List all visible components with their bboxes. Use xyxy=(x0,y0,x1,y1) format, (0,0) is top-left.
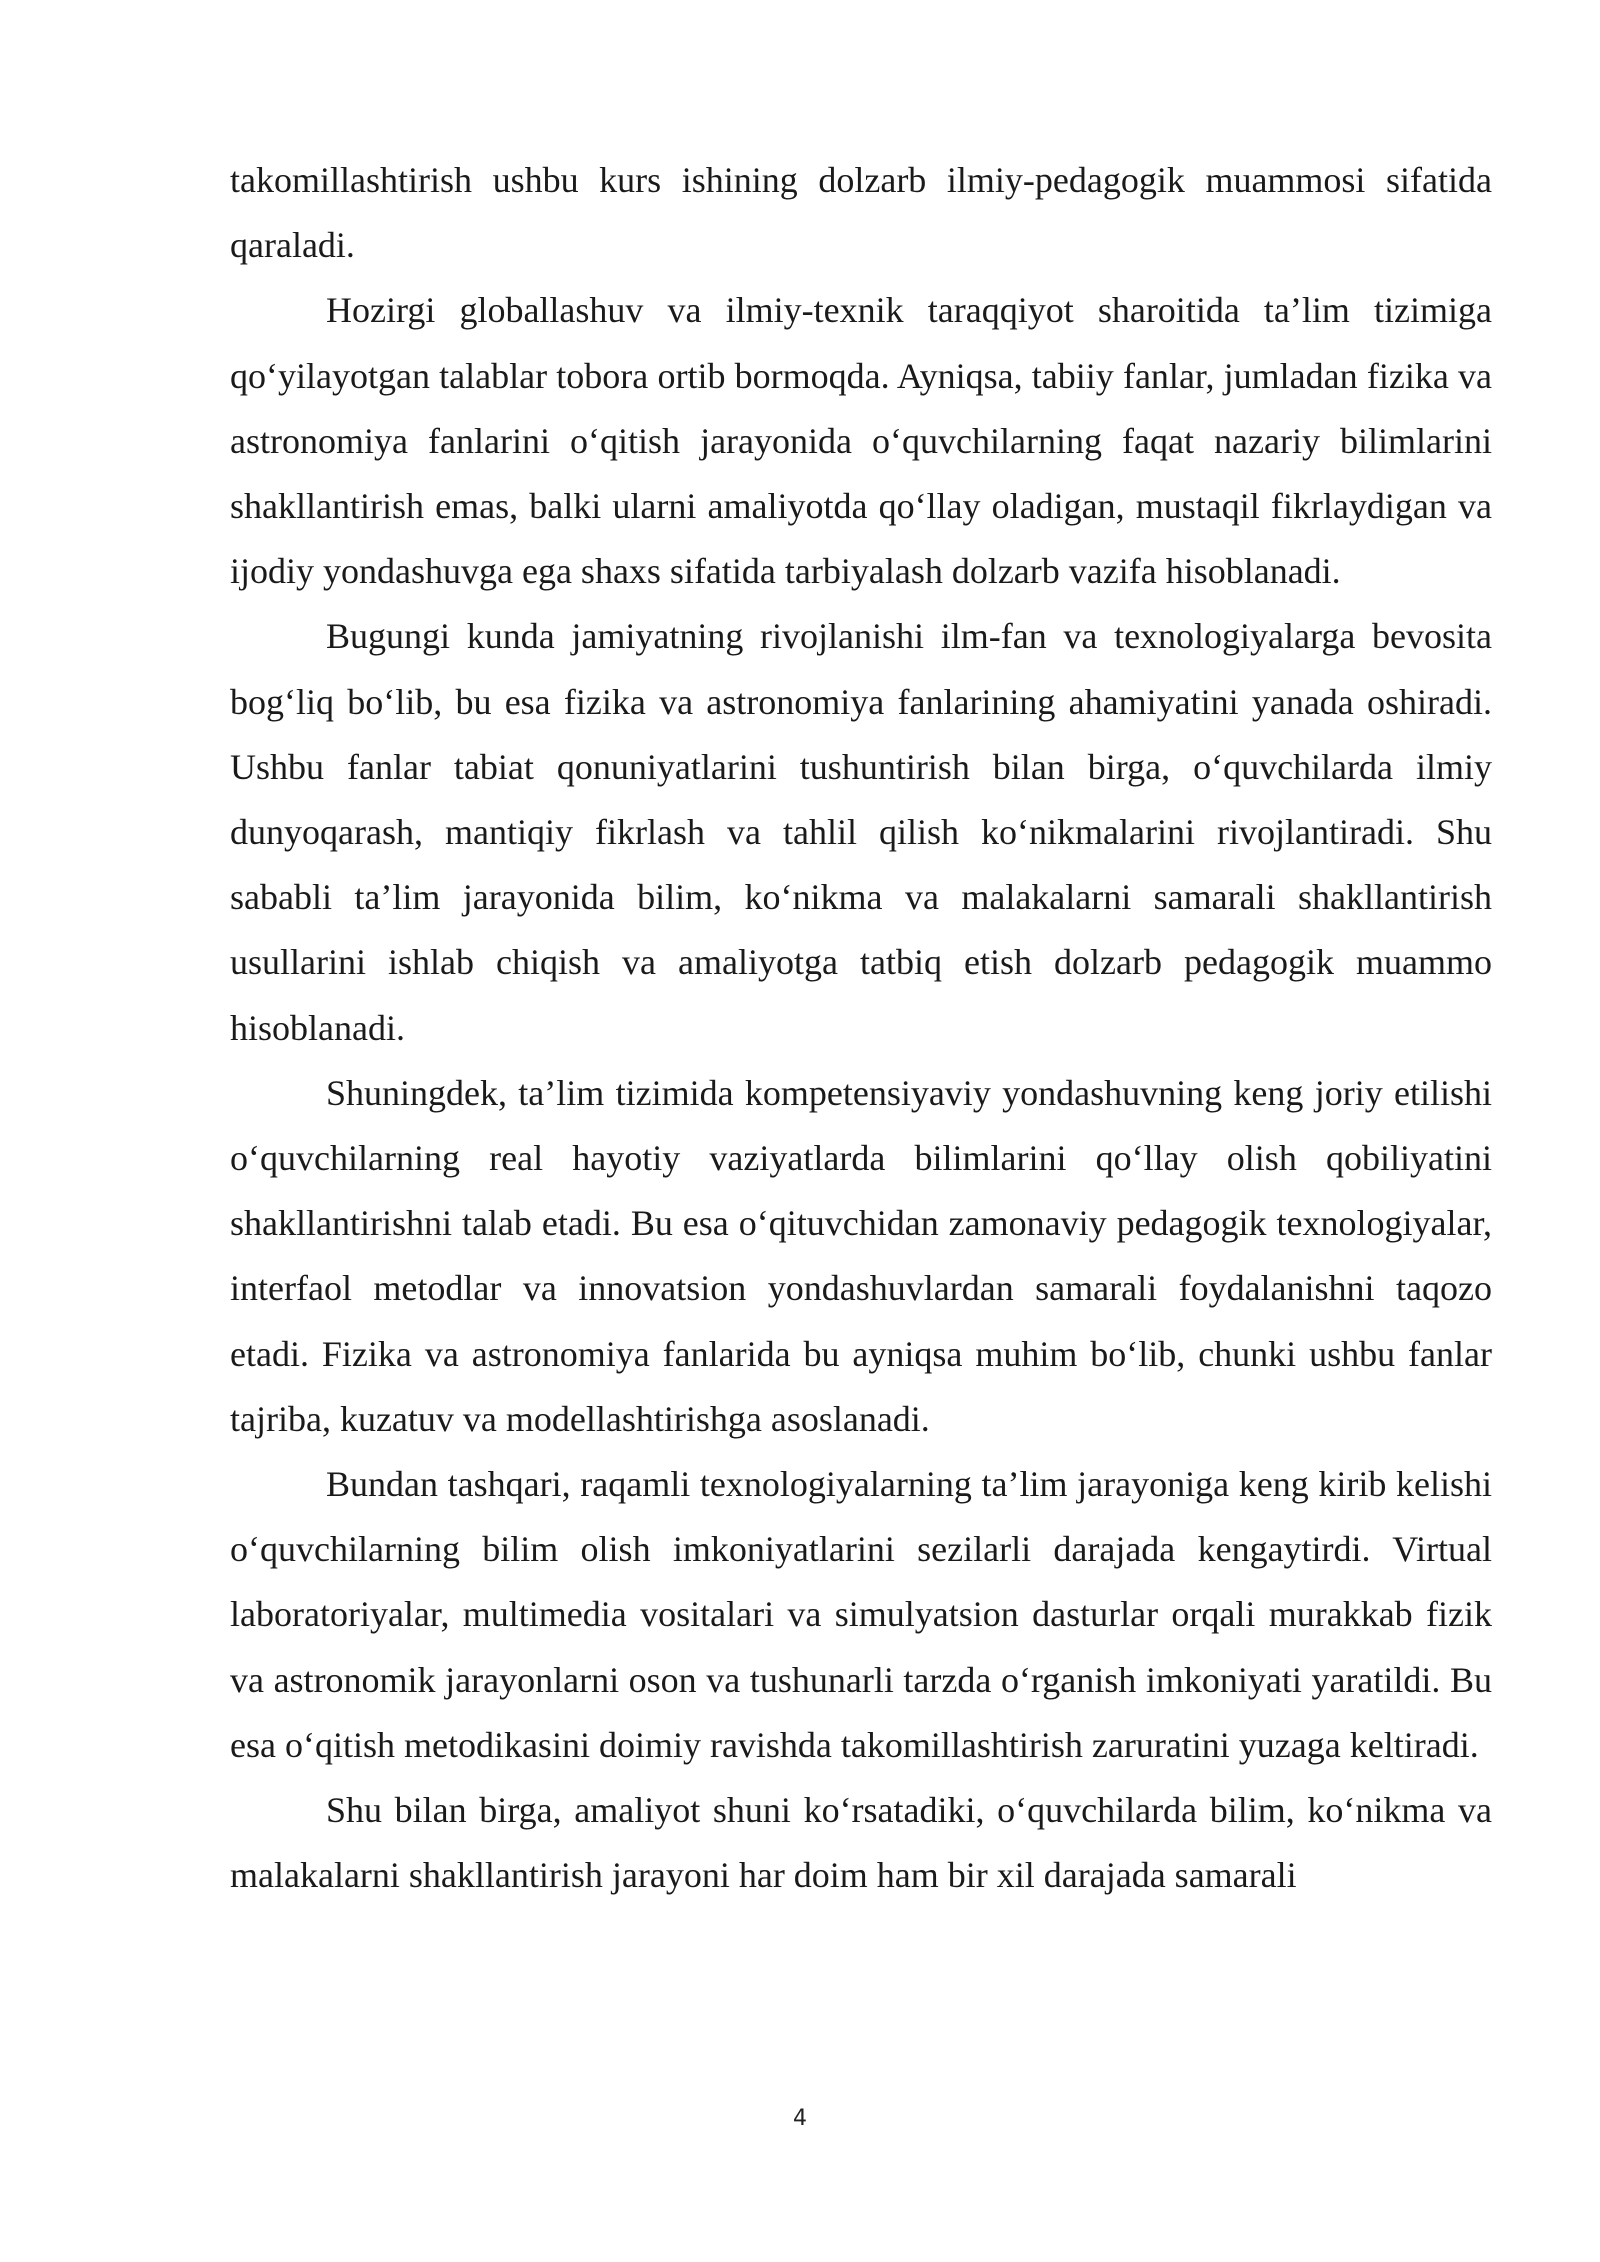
paragraph: Shuningdek, ta’lim tizimida kompetensiyaviy yondashuvning keng joriy etilishi o‘quvchilarning real hayotiy vaziyatlarda bilimlarini qo‘llay olish qobiliyatini shakllantirishni talab etadi. Bu esa o‘qituvchidan zamonaviy pedagogik texnologiyalar, interfaol metodlar va innovatsion yondashuvlardan samarali foydalanishni taqozo etadi. Fizika va astronomiya fanlarida bu ayniqsa muhim bo‘lib, chunki ushbu fanlar tajriba, kuzatuv va modellashtirishga asoslanadi. xyxy=(230,1072,1492,1439)
paragraph: Bugungi kunda jamiyatning rivojlanishi ilm-fan va texnologiyalarga bevosita bog‘liq bo‘lib, bu esa fizika va astronomiya fanlarining ahamiyatini yanada oshiradi. Ushbu fanlar tabiat qonuniyatlarini tushuntirish bilan birga, o‘quvchilarda ilmiy dunyoqarash, mantiqiy fikrlash va tahlil qilish ko‘nikmalarini rivojlantiradi. Shu sababli ta’lim jarayonida bilim, ko‘nikma va malakalarni samarali shakllantirish usullarini ishlab chiqish va amaliyotga tatbiq etish dolzarb pedagogik muammo hisoblanadi. xyxy=(230,616,1492,1048)
paragraph-continuation: takomillashtirish ushbu kurs ishining dolzarb ilmiy-pedagogik muammosi sifatida qaraladi. xyxy=(230,160,1492,266)
paragraph: Shu bilan birga, amaliyot shuni ko‘rsatadiki, o‘quvchilarda bilim, ko‘nikma va malakalarni shakllantirish jarayoni har doim ham bir xil darajada samarali xyxy=(230,1790,1492,1896)
paragraph: Bundan tashqari, raqamli texnologiyalarning ta’lim jarayoniga keng kirib kelishi o‘quvchilarning bilim olish imkoniyatlarini sezilarli darajada kengaytirdi. Virtual laboratoriyalar, multimedia vositalari va simulyatsion dasturlar orqali murakkab fizik va astronomik jarayonlarni oson va tushunarli tarzda o‘rganish imkoniyati yaratildi. Bu esa o‘qitish metodikasini doimiy ravishda takomillashtirish zaruratini yuzaga keltiradi. xyxy=(230,1464,1492,1765)
page-number: 4 xyxy=(793,2106,807,2131)
body-text xyxy=(230,148,1492,1908)
paragraph: Hozirgi globallashuv va ilmiy-texnik taraqqiyot sharoitida ta’lim tizimiga qo‘yilayotgan talablar tobora ortib bormoqda. Ayniqsa, tabiiy fanlar, jumladan fizika va astronomiya fanlarini o‘qitish jarayonida o‘quvchilarning faqat nazariy bilimlarini shakllantirish emas, balki ularni amaliyotda qo‘llay oladigan, mustaqil fikrlaydigan va ijodiy yondashuvga ega shaxs sifatida tarbiyalash dolzarb vazifa hisoblanadi. xyxy=(230,290,1492,592)
